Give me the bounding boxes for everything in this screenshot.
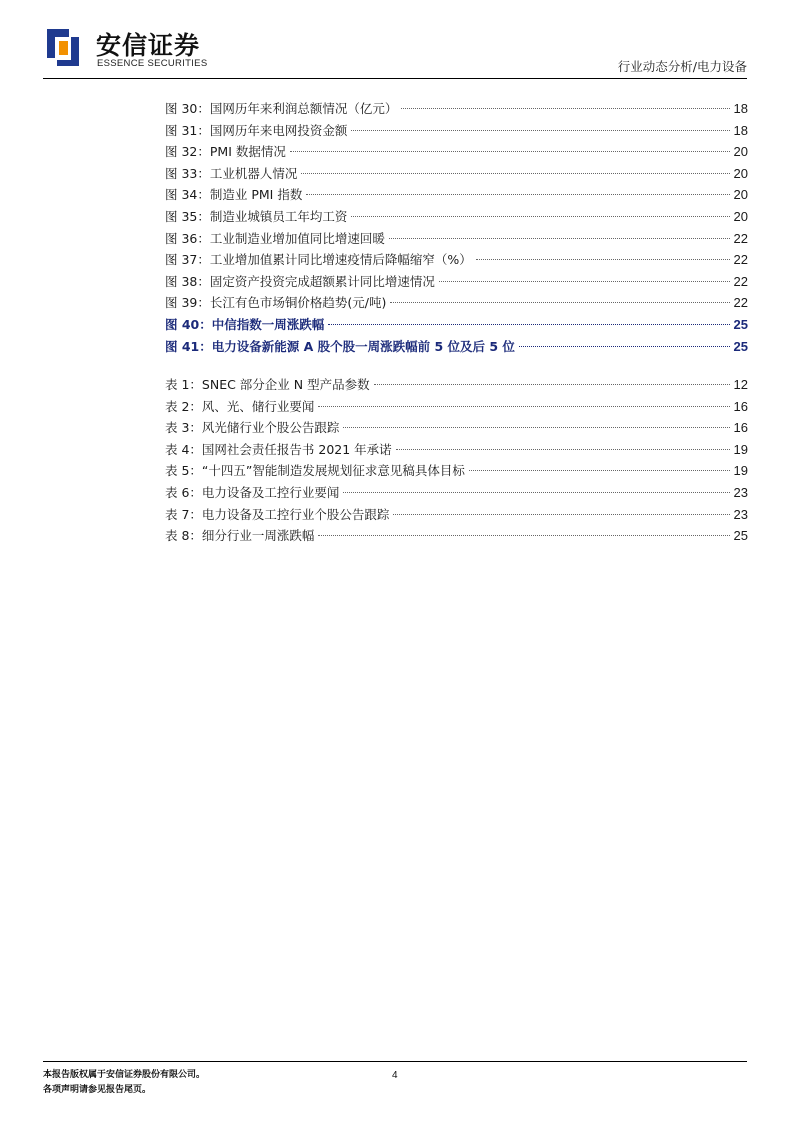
table-index-entry-page: 16 — [733, 398, 748, 414]
figure-index-entry-page: 22 — [733, 273, 748, 289]
copyright-notice: 本报告版权属于安信证券股份有限公司。 — [43, 1070, 206, 1080]
brand-logo-icon — [43, 25, 83, 70]
dot-leader — [469, 470, 730, 471]
table-index-entry[interactable] — [165, 525, 748, 547]
dot-leader — [390, 302, 729, 303]
figure-index-entry-label: 图 30：国网历年来利润总额情况（亿元） — [165, 101, 398, 116]
table-index-entry-label: 表 2：风、光、储行业要闻 — [165, 398, 315, 414]
figure-index-entry[interactable] — [165, 163, 748, 185]
dot-leader — [439, 281, 730, 282]
table-index-entry[interactable] — [165, 482, 748, 504]
table-index-entry-page: 23 — [733, 484, 748, 500]
table-index-entry-label: 表 8：细分行业一周涨跌幅 — [165, 528, 315, 544]
figure-index-entry-page: 20 — [733, 208, 748, 224]
disclaimer-notice: 各项声明请参见报告尾页。 — [43, 1085, 152, 1095]
figure-index-entry-label: 图 37：工业增加值累计同比增速疫情后降幅缩窄（%） — [165, 252, 472, 268]
table-index-entry-label: 表 5：“十四五”智能制造发展规划征求意见稿具体目标 — [165, 463, 465, 479]
figure-index-entry-page: 20 — [733, 187, 748, 203]
table-index-entry[interactable] — [165, 396, 748, 418]
dot-leader — [318, 535, 729, 536]
figure-index-entry-page: 25 — [733, 338, 748, 354]
figure-index-entry-label: 图 36：工业制造业增加值同比增速回暖 — [165, 230, 385, 246]
figure-index-list — [165, 98, 748, 357]
table-index-entry[interactable] — [165, 504, 748, 526]
table-index-entry-page: 19 — [733, 441, 748, 457]
figure-index-entry[interactable] — [165, 228, 748, 250]
figure-index-entry-page: 22 — [733, 230, 748, 246]
figure-index-entry-page: 25 — [733, 316, 748, 332]
figure-index-entry[interactable] — [165, 292, 748, 314]
dot-leader — [389, 238, 730, 239]
figure-index-entry-page: 20 — [733, 144, 748, 160]
figure-index-entry-label: 图 35：制造业城镇员工年均工资 — [165, 208, 348, 224]
figure-index-entry-label: 图 40：中信指数一周涨跌幅 — [165, 316, 325, 332]
dot-leader — [306, 194, 729, 195]
table-index-entry-label: 表 6：电力设备及工控行业要闻 — [165, 484, 340, 500]
table-index-entry-page: 19 — [733, 463, 748, 479]
figure-index-entry-page: 22 — [733, 295, 748, 311]
dot-leader — [519, 346, 730, 347]
dot-leader — [343, 492, 729, 493]
figure-index-entry-page: 20 — [733, 165, 748, 181]
footer-divider — [43, 1061, 747, 1062]
figure-index-entry-label: 图 32：PMI 数据情况 — [165, 144, 286, 160]
table-index-entry[interactable] — [165, 460, 748, 482]
header-divider — [43, 78, 747, 79]
figure-index-entry-label: 图 41：电力设备新能源 A 股个股一周涨跌幅前 5 位及后 5 位 — [165, 338, 515, 354]
dot-leader — [396, 449, 730, 450]
figure-index-entry-label: 图 34：制造业 PMI 指数 — [165, 187, 303, 203]
table-index-list — [165, 374, 748, 547]
figure-index-entry[interactable] — [165, 184, 748, 206]
dot-leader — [351, 216, 729, 217]
table-index-entry-page: 25 — [733, 528, 748, 544]
dot-leader — [393, 514, 729, 515]
figure-index-entry[interactable] — [165, 141, 748, 163]
table-index-entry-page: 23 — [733, 506, 748, 522]
brand-name-en: ESSENCE SECURITIES — [97, 58, 208, 69]
figure-index-entry[interactable] — [165, 120, 748, 142]
dot-leader — [374, 384, 730, 385]
dot-leader — [318, 406, 729, 407]
report-category: 行业动态分析/电力设备 — [617, 59, 747, 74]
table-index-entry[interactable] — [165, 374, 748, 396]
figure-index-entry-label: 图 39：长江有色市场铜价格趋势(元/吨) — [165, 295, 387, 311]
table-index-entry-label: 表 1：SNEC 部分企业 N 型产品参数 — [165, 377, 370, 392]
dot-leader — [328, 324, 729, 325]
table-index-entry-label: 表 7：电力设备及工控行业个股公告跟踪 — [165, 506, 390, 522]
figure-index-entry[interactable] — [165, 249, 748, 271]
figure-index-entry[interactable] — [165, 271, 748, 293]
table-index-entry-label: 表 4：国网社会责任报告书 2021 年承诺 — [165, 441, 392, 457]
dot-leader — [301, 173, 729, 174]
figure-index-entry-page: 18 — [733, 101, 748, 116]
table-index-entry-page: 16 — [733, 420, 748, 436]
figure-index-entry-label: 图 33：工业机器人情况 — [165, 165, 298, 181]
figure-index-entry[interactable] — [165, 206, 748, 228]
figure-index-entry-label: 图 31：国网历年来电网投资金额 — [165, 122, 348, 138]
figure-index-entry-page: 22 — [733, 252, 748, 268]
figure-index-entry[interactable] — [165, 98, 748, 120]
dot-leader — [343, 427, 729, 428]
figure-index-entry[interactable] — [165, 336, 748, 358]
table-index-entry[interactable] — [165, 439, 748, 461]
figure-index-entry-page: 18 — [733, 122, 748, 138]
dot-leader — [351, 130, 729, 131]
figure-index-entry[interactable] — [165, 314, 748, 336]
figure-index-entry-label: 图 38：固定资产投资完成超额累计同比增速情况 — [165, 273, 435, 289]
footer-notice — [43, 1068, 205, 1098]
table-index-entry[interactable] — [165, 417, 748, 439]
dot-leader — [290, 151, 730, 152]
table-index-entry-label: 表 3：风光储行业个股公告跟踪 — [165, 420, 340, 436]
dot-leader — [476, 259, 730, 260]
brand-name-cn: 安信证券 — [96, 31, 201, 60]
table-index-entry-page: 12 — [733, 377, 748, 392]
dot-leader — [401, 108, 729, 109]
page-number: 4 — [392, 1070, 398, 1081]
